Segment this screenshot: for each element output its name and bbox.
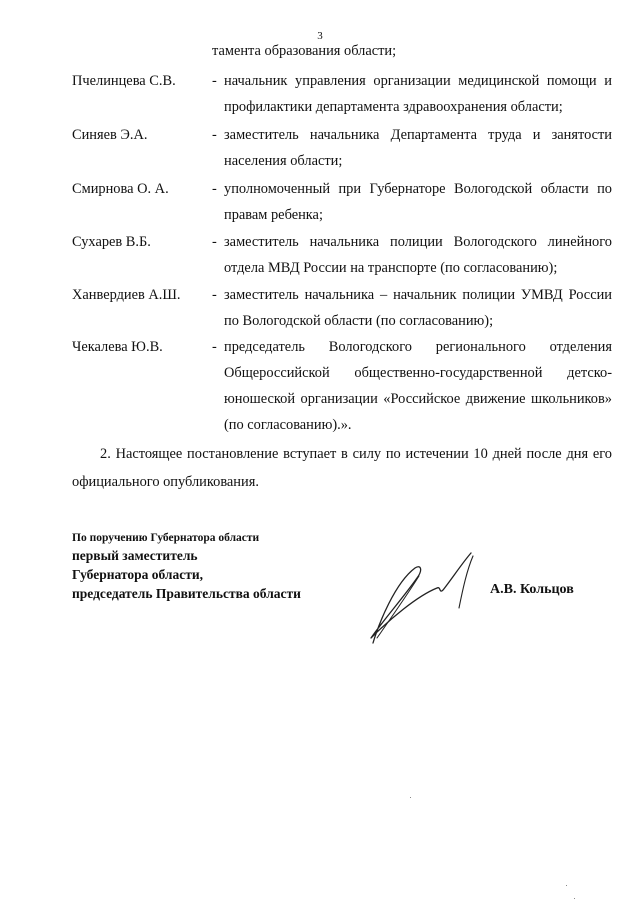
member-name: Синяев Э.А. xyxy=(72,127,148,143)
signature-block xyxy=(72,530,301,603)
member-name: Ханвердиев А.Ш. xyxy=(72,287,181,303)
handwritten-signature xyxy=(355,548,485,648)
scan-speck xyxy=(574,898,575,899)
signature-line-1: По поручению Губернатора области xyxy=(72,532,260,544)
continued-line: тамента образования области; xyxy=(212,43,397,59)
member-dash: - xyxy=(212,339,217,355)
member-desc: заместитель начальника Департамента труда и занятости населения области; xyxy=(224,127,612,169)
member-dash: - xyxy=(212,234,217,250)
member-desc: заместитель начальника полиции Вологодского линейного отдела МВД России на транспорте (по согласованию); xyxy=(224,234,612,276)
scan-speck xyxy=(566,885,567,886)
member-name: Сухарев В.Б. xyxy=(72,234,151,250)
signer-name: А.В. Кольцов xyxy=(490,582,574,597)
member-dash: - xyxy=(212,181,217,197)
member-dash: - xyxy=(212,73,217,89)
member-desc: уполномоченный при Губернаторе Вологодской области по правам ребенка; xyxy=(224,181,612,223)
signature-line-3: Губернатора области, xyxy=(72,567,203,582)
signature-line-4: председатель Правительства области xyxy=(72,586,301,601)
member-name: Смирнова О. А. xyxy=(72,181,169,197)
member-name: Чекалева Ю.В. xyxy=(72,339,163,355)
member-dash: - xyxy=(212,287,217,303)
member-dash: - xyxy=(212,127,217,143)
member-desc: председатель Вологодского регионального отделения Общероссийской общественно-государственной детско-юношеской организации «Российское движение школьников» (по согласованию).». xyxy=(224,339,612,433)
scan-speck xyxy=(410,797,411,798)
member-desc: заместитель начальника – начальник полиции УМВД России по Вологодской области (по согласованию); xyxy=(224,287,612,329)
paragraph-2: 2. Настоящее постановление вступает в силу по истечении 10 дней после дня его официального опубликования. xyxy=(72,446,612,490)
member-desc: начальник управления организации медицинской помощи и профилактики департамента здравоохранения области; xyxy=(224,73,612,115)
signature-line-2: первый заместитель xyxy=(72,548,198,563)
page-number: 3 xyxy=(317,30,323,42)
member-name: Пчелинцева С.В. xyxy=(72,73,176,89)
